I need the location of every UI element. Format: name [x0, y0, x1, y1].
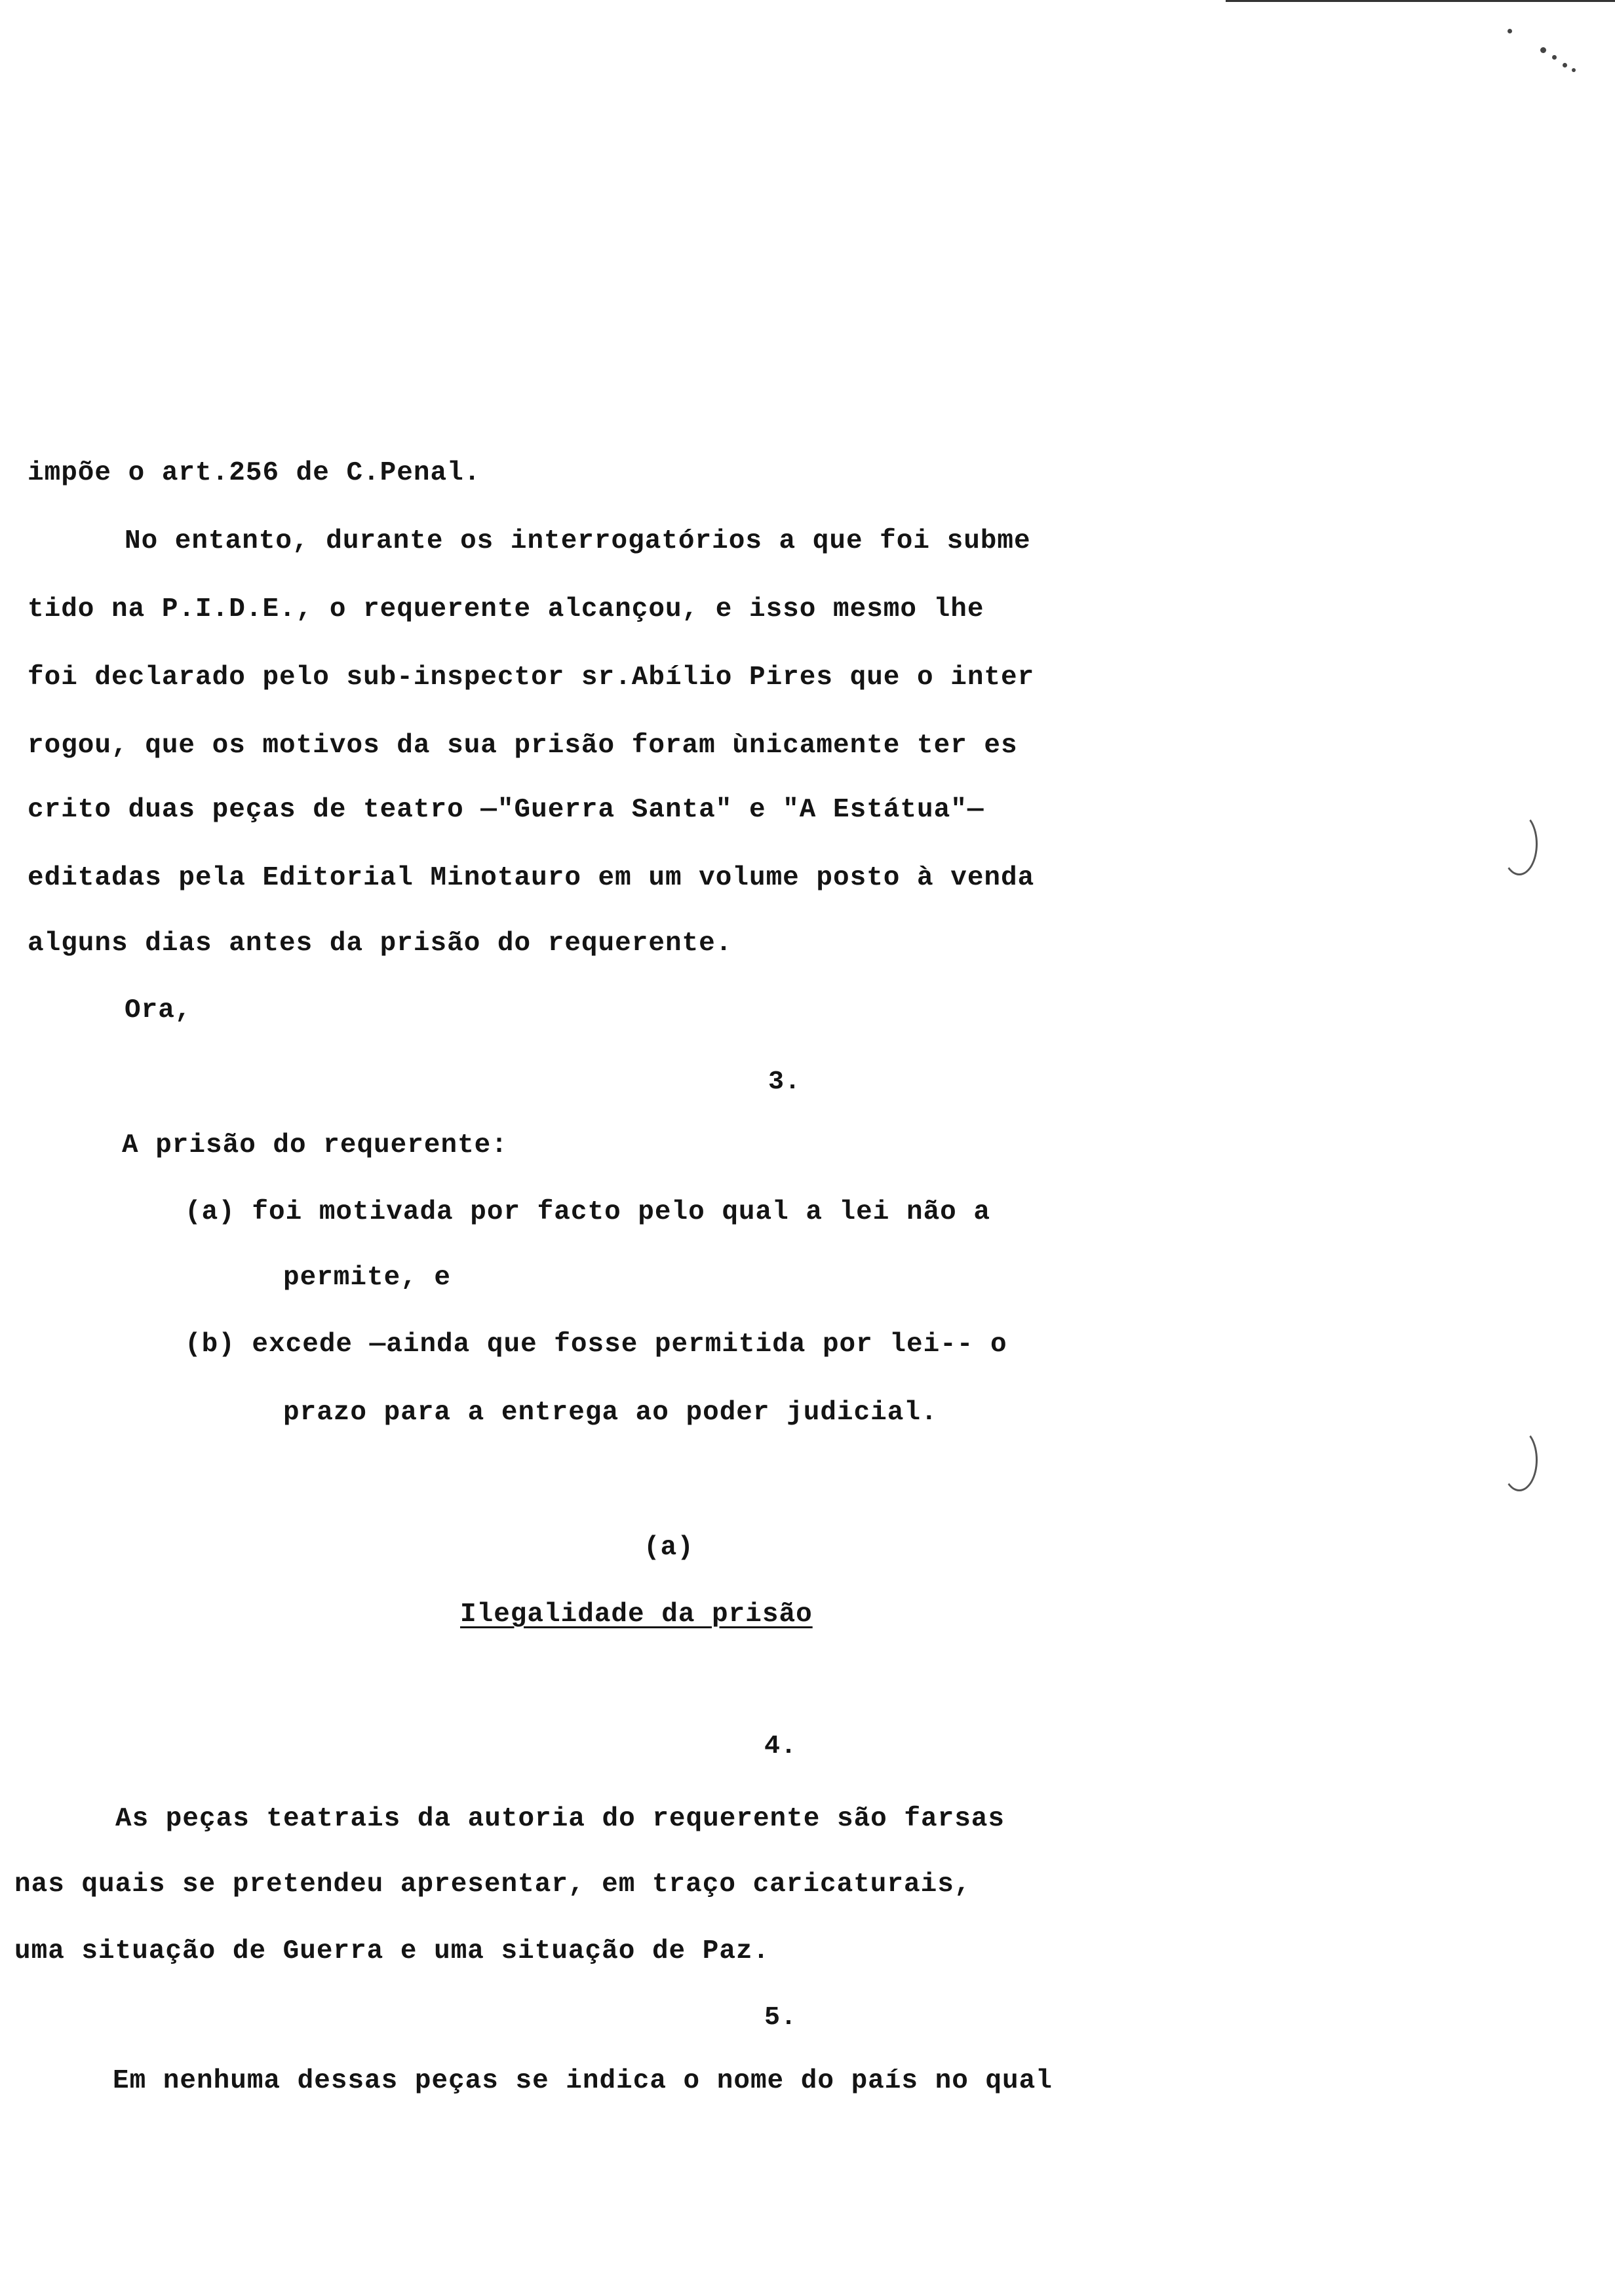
text-line: Ora,	[125, 995, 192, 1025]
text-line: crito duas peças de teatro —"Guerra Santa" e "A Estátua"—	[28, 795, 984, 825]
section-number: 4.	[764, 1732, 798, 1761]
scan-speck	[1508, 29, 1512, 33]
list-item: (a) foi motivada por facto pelo qual a lei não a	[185, 1197, 990, 1227]
text-line: impõe o art.256 de C.Penal.	[28, 458, 481, 488]
text-line: A prisão do requerente:	[122, 1130, 508, 1160]
section-number: 3.	[768, 1067, 802, 1097]
text-line: foi declarado pelo sub-inspector sr.Abílio Pires que o inter	[28, 662, 1035, 693]
scan-speck	[1563, 63, 1567, 67]
text-line: Em nenhuma dessas peças se indica o nome do país no qual	[113, 2066, 1053, 2096]
text-line: editadas pela Editorial Minotauro em um volume posto à venda	[28, 863, 1035, 893]
section-heading: Ilegalidade da prisão	[460, 1599, 813, 1630]
list-item-continuation: permite, e	[283, 1263, 452, 1293]
text-line: uma situação de Guerra e uma situação de Paz.	[14, 1936, 770, 1966]
text-line: rogou, que os motivos da sua prisão foram ùnicamente ter es	[28, 731, 1018, 761]
scan-speck	[1540, 47, 1546, 53]
text-line: No entanto, durante os interrogatórios a que foi subme	[125, 526, 1031, 556]
section-number: 5.	[764, 2003, 798, 2033]
text-line: tido na P.I.D.E., o requerente alcançou, e isso mesmo lhe	[28, 594, 984, 624]
list-item-continuation: prazo para a entrega ao poder judicial.	[283, 1398, 938, 1428]
subsection-label: (a)	[644, 1533, 694, 1563]
scan-speck	[1552, 55, 1557, 60]
scan-speck	[1572, 68, 1576, 72]
list-item: (b) excede —ainda que fosse permitida por lei-- o	[185, 1330, 1007, 1360]
top-edge-line	[1226, 0, 1615, 2]
text-line: As peças teatrais da autoria do requerente são farsas	[115, 1804, 1005, 1834]
text-line: alguns dias antes da prisão do requerente.	[28, 928, 733, 959]
margin-mark	[1501, 813, 1538, 875]
margin-mark	[1501, 1428, 1538, 1491]
text-line: nas quais se pretendeu apresentar, em traço caricaturais,	[14, 1869, 971, 1900]
